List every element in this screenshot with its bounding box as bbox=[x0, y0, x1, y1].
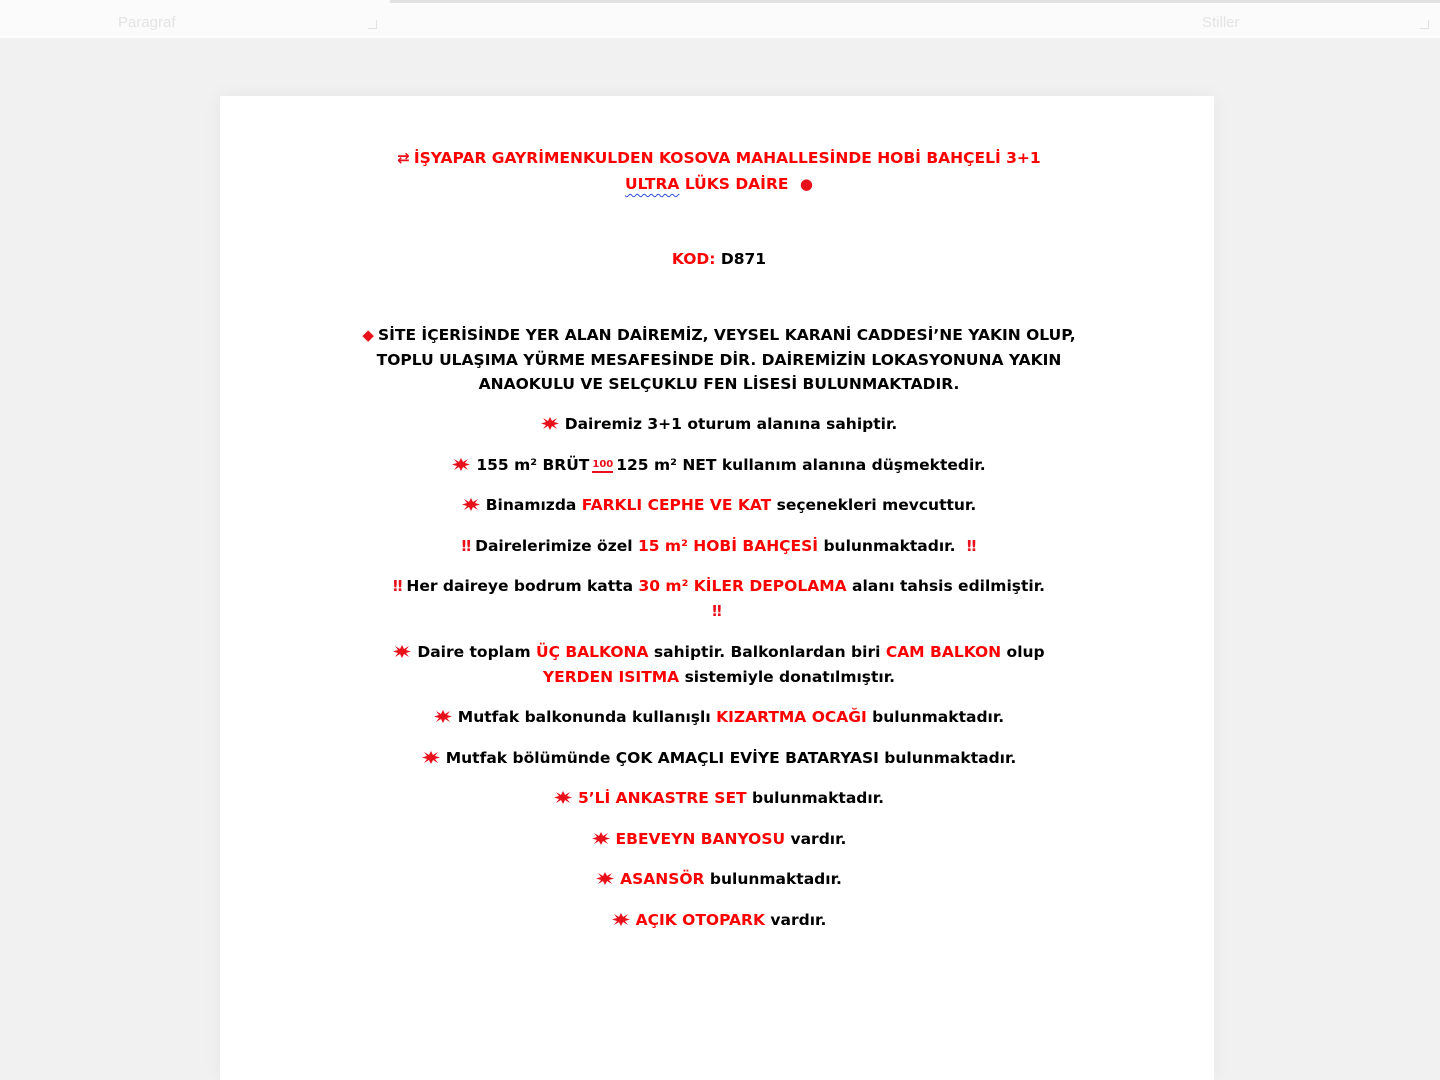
code-line bbox=[340, 247, 1098, 271]
feature-highlight: 30 m² KİLER DEPOLAMA bbox=[638, 577, 847, 595]
ribbon-divider bbox=[390, 0, 1440, 3]
intro-text: SİTE İÇERİSİNDE YER ALAN DAİREMİZ, VEYSEL KARANİ CADDESİ’NE YAKIN OLUP, TOPLU ULAŞIMA YÜRME MESAFESİNDE DİR. DAİREMİZİN LOKASYONUNA YAKIN ANAOKULU VE SELÇUKLU FEN LİSESİ BULUNMAKTADIR. bbox=[376, 326, 1076, 393]
feature-built-in-set bbox=[340, 786, 1098, 811]
red-spark-icon bbox=[452, 458, 470, 471]
feature-ensuite bbox=[340, 827, 1098, 852]
feature-text: Dairelerimize özel bbox=[475, 536, 638, 555]
feature-highlight: FARKLI CEPHE VE KAT bbox=[581, 496, 772, 514]
ribbon bbox=[0, 0, 1440, 39]
feature-text: bulunmaktadır. bbox=[746, 789, 885, 807]
feature-text: 125 m² NET kullanım alanına düşmektedir. bbox=[616, 455, 986, 474]
feature-highlight: ASANSÖR bbox=[620, 870, 705, 888]
red-spark-icon bbox=[541, 417, 559, 430]
feature-text: alanı tahsis edilmiştir. bbox=[846, 577, 1046, 595]
double-exclamation-icon: ‼ bbox=[966, 536, 977, 555]
red-spark-icon bbox=[393, 645, 411, 658]
red-spark-icon bbox=[596, 872, 614, 885]
feature-highlight: YERDEN ISITMA bbox=[542, 667, 680, 686]
red-spark-icon bbox=[462, 498, 480, 511]
feature-text: 155 m² BRÜT bbox=[476, 455, 590, 474]
double-exclamation-icon: ‼ bbox=[712, 602, 722, 620]
feature-faucet bbox=[340, 746, 1098, 771]
feature-text: seçenekleri mevcuttur. bbox=[771, 496, 977, 514]
title-line1: İŞYAPAR GAYRİMENKULDEN KOSOVA MAHALLESİNDE HOBİ BAHÇELİ 3+1 bbox=[413, 149, 1041, 167]
red-drop-icon: ● bbox=[799, 175, 813, 193]
feature-facade bbox=[340, 493, 1098, 518]
red-spark-icon bbox=[434, 710, 452, 723]
feature-area bbox=[340, 453, 1098, 478]
red-spark-icon bbox=[422, 751, 440, 764]
feature-highlight: KIZARTMA OCAĞI bbox=[716, 708, 867, 726]
ribbon-styles-label[interactable]: Stiller bbox=[1202, 14, 1240, 31]
red-spark-icon bbox=[554, 791, 572, 804]
feature-elevator bbox=[340, 867, 1098, 892]
hundred-points-icon: 100 bbox=[592, 459, 613, 473]
paragraph-launcher-icon[interactable] bbox=[368, 20, 377, 29]
ribbon-paragraph-label[interactable]: Paragraf bbox=[118, 14, 176, 31]
feature-text: bulunmaktadır. bbox=[704, 870, 842, 888]
code-label: KOD: bbox=[671, 250, 716, 268]
feature-text: Mutfak bölümünde ÇOK AMAÇLI EVİYE BATARYASI bulunmaktadır. bbox=[445, 748, 1017, 767]
feature-room-count bbox=[340, 412, 1098, 437]
double-exclamation-icon: ‼ bbox=[392, 577, 403, 595]
double-exclamation-icon: ‼ bbox=[461, 536, 472, 555]
feature-highlight: ÜÇ BALKONA bbox=[536, 642, 649, 661]
feature-highlight: EBEVEYN BANYOSU bbox=[615, 829, 786, 848]
title-ultra: ULTRA bbox=[625, 175, 680, 193]
feature-text: vardır. bbox=[765, 910, 827, 929]
intro-paragraph bbox=[340, 323, 1098, 397]
red-spark-icon bbox=[612, 913, 630, 926]
feature-highlight: 5’Lİ ANKASTRE SET bbox=[577, 789, 747, 807]
feature-text: Binamızda bbox=[485, 496, 582, 514]
red-spark-icon bbox=[592, 832, 610, 845]
feature-text: Her daireye bodrum katta bbox=[406, 577, 639, 595]
feature-text: Daire toplam bbox=[417, 642, 536, 661]
feature-hobby-garden bbox=[340, 534, 1098, 559]
feature-text: bulunmaktadır. bbox=[866, 708, 1005, 726]
feature-text: sistemiyle donatılmıştır. bbox=[679, 667, 896, 686]
feature-frying-stove bbox=[340, 705, 1098, 730]
feature-text: sahiptir. Balkonlardan biri bbox=[648, 642, 886, 661]
feature-highlight: AÇIK OTOPARK bbox=[635, 910, 765, 929]
feature-text: olup bbox=[1001, 642, 1045, 661]
feature-storage bbox=[340, 574, 1098, 624]
feature-highlight: CAM BALKON bbox=[885, 642, 1002, 661]
feature-balconies bbox=[340, 640, 1098, 690]
feature-text: Mutfak balkonunda kullanışlı bbox=[457, 708, 717, 726]
document-title bbox=[340, 145, 1098, 197]
feature-parking bbox=[340, 908, 1098, 933]
red-diamond-icon: ◆ bbox=[362, 326, 374, 344]
feature-text: vardır. bbox=[785, 829, 847, 848]
title-line2: LÜKS DAİRE bbox=[679, 175, 789, 193]
feature-text: bulunmaktadır. bbox=[818, 536, 956, 555]
arrows-loop-icon: ⇄ bbox=[397, 149, 410, 167]
feature-text: Dairemiz 3+1 oturum alanına sahiptir. bbox=[564, 415, 898, 433]
feature-highlight: 15 m² HOBİ BAHÇESİ bbox=[637, 536, 819, 555]
styles-launcher-icon[interactable] bbox=[1420, 20, 1429, 29]
code-value: D871 bbox=[715, 250, 767, 268]
document-content[interactable] bbox=[340, 145, 1098, 948]
